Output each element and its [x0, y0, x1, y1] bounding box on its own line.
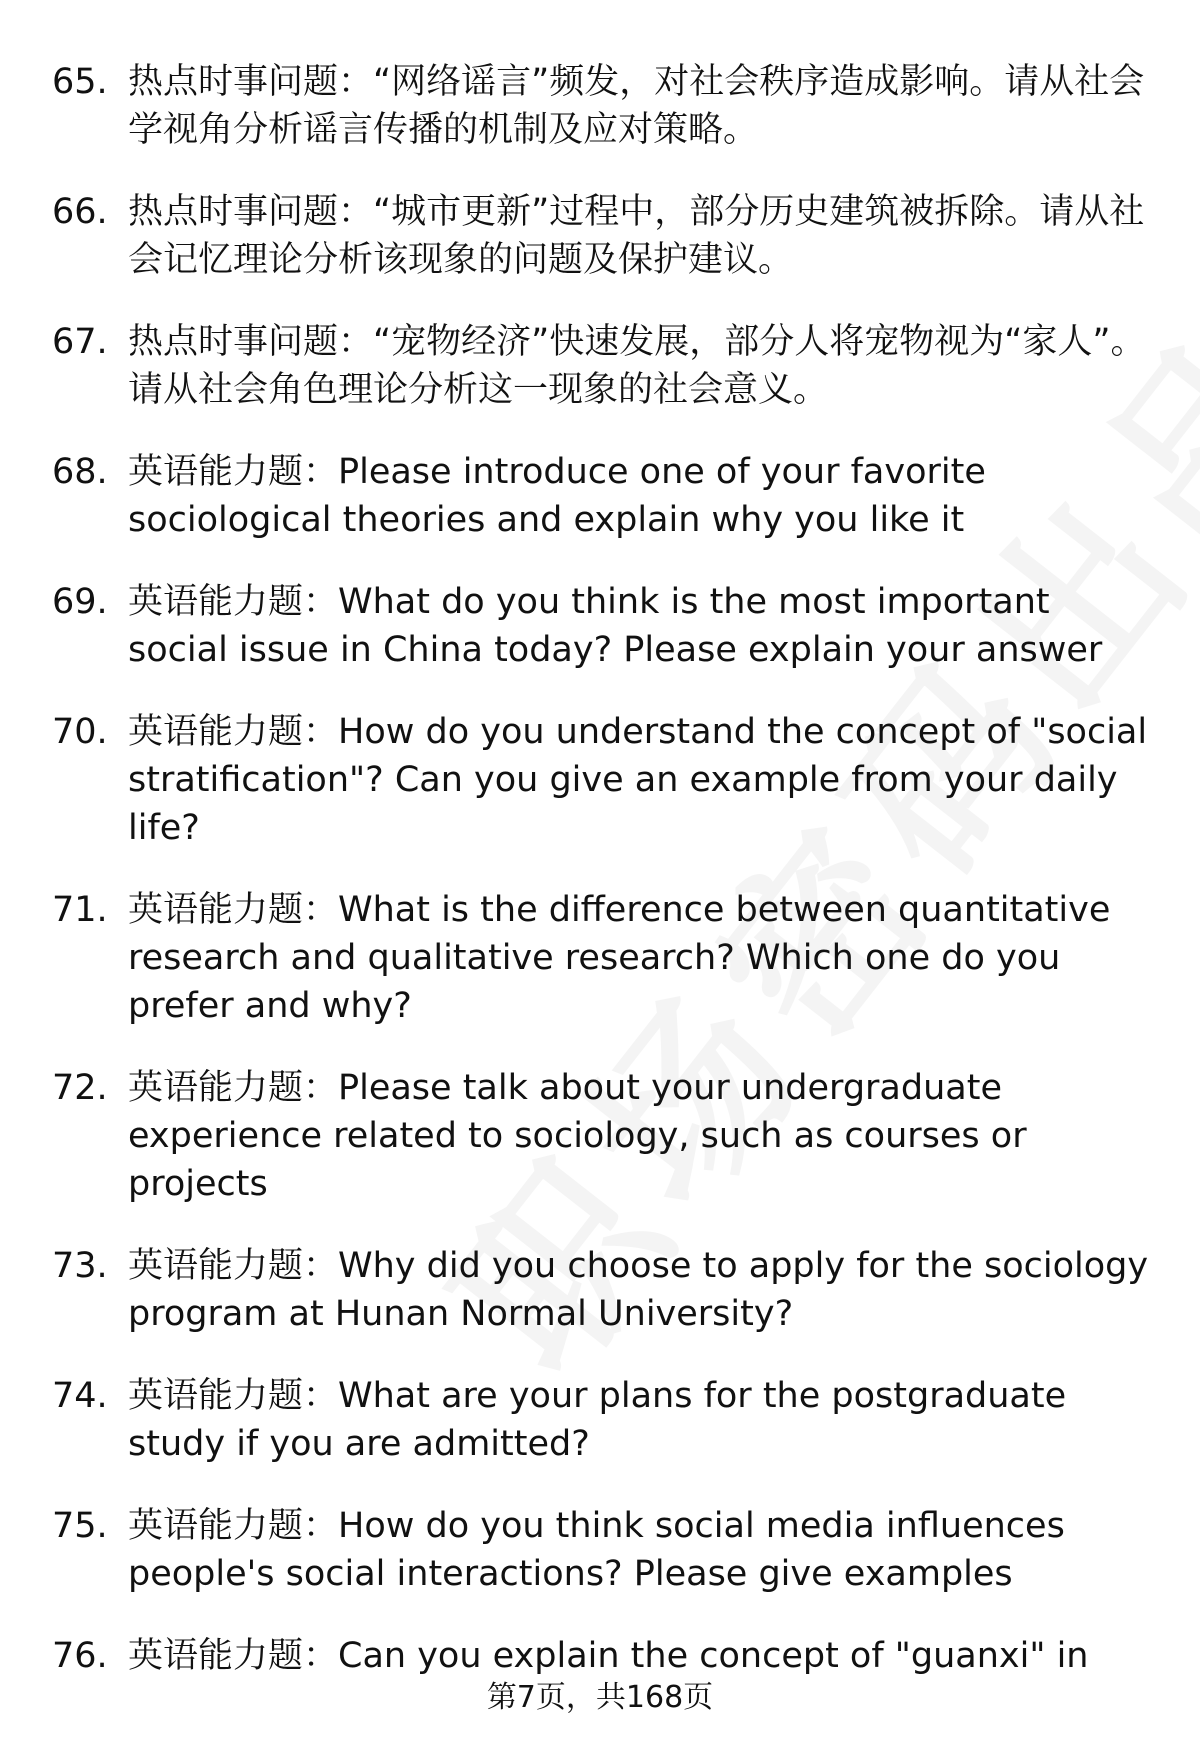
question-text: 热点时事问题：“网络谣言”频发，对社会秩序造成影响。请从社会学视角分析谣言传播的机制及应对策略。	[128, 62, 1145, 150]
question-number: 73.	[52, 1246, 108, 1286]
question-item	[0, 1242, 1200, 1338]
question-number: 65.	[52, 62, 108, 102]
question-item	[0, 578, 1200, 674]
question-item	[0, 318, 1200, 414]
question-item	[0, 1502, 1200, 1598]
question-item	[0, 448, 1200, 544]
question-item	[0, 708, 1200, 852]
question-text: 热点时事问题：“宠物经济”快速发展，部分人将宠物视为“家人”。请从社会角色理论分析这一现象的社会意义。	[128, 322, 1146, 410]
question-number: 69.	[52, 582, 108, 622]
question-number: 75.	[52, 1506, 108, 1546]
question-text: 英语能力题：How do you think social media influences people's social interactions? Please give examples	[128, 1506, 1065, 1594]
question-item	[0, 58, 1200, 154]
question-number: 76.	[52, 1636, 108, 1676]
question-text: 英语能力题：Please talk about your undergraduate experience related to sociology, such as courses or projects	[128, 1068, 1027, 1204]
question-text: 英语能力题：What is the difference between quantitative research and qualitative research? Which one do you prefer and why?	[128, 890, 1111, 1026]
question-item	[0, 886, 1200, 1030]
page-number: 第7页，共168页	[486, 1680, 714, 1715]
question-number: 74.	[52, 1376, 108, 1416]
question-text: 英语能力题：Can you explain the concept of "guanxi" in	[128, 1636, 1089, 1676]
question-item	[0, 188, 1200, 284]
question-item	[0, 1632, 1200, 1680]
question-text: 英语能力题：How do you understand the concept of "social stratification"? Can you give an example from your daily life?	[128, 712, 1148, 848]
question-text: 英语能力题：Why did you choose to apply for the sociology program at Hunan Normal University?	[128, 1246, 1149, 1334]
question-text: 英语能力题：What do you think is the most important social issue in China today? Please explain your answer	[128, 582, 1103, 670]
question-list	[0, 58, 1200, 1714]
question-number: 71.	[52, 890, 108, 930]
question-text: 英语能力题：What are your plans for the postgraduate study if you are admitted?	[128, 1376, 1067, 1464]
question-number: 67.	[52, 322, 108, 362]
question-number: 68.	[52, 452, 108, 492]
question-item	[0, 1064, 1200, 1208]
question-number: 72.	[52, 1068, 108, 1108]
question-text: 英语能力题：Please introduce one of your favorite sociological theories and explain why you like it	[128, 452, 986, 540]
question-number: 70.	[52, 712, 108, 752]
question-item	[0, 1372, 1200, 1468]
question-number: 66.	[52, 192, 108, 232]
question-text: 热点时事问题：“城市更新”过程中，部分历史建筑被拆除。请从社会记忆理论分析该现象的问题及保护建议。	[128, 192, 1145, 280]
